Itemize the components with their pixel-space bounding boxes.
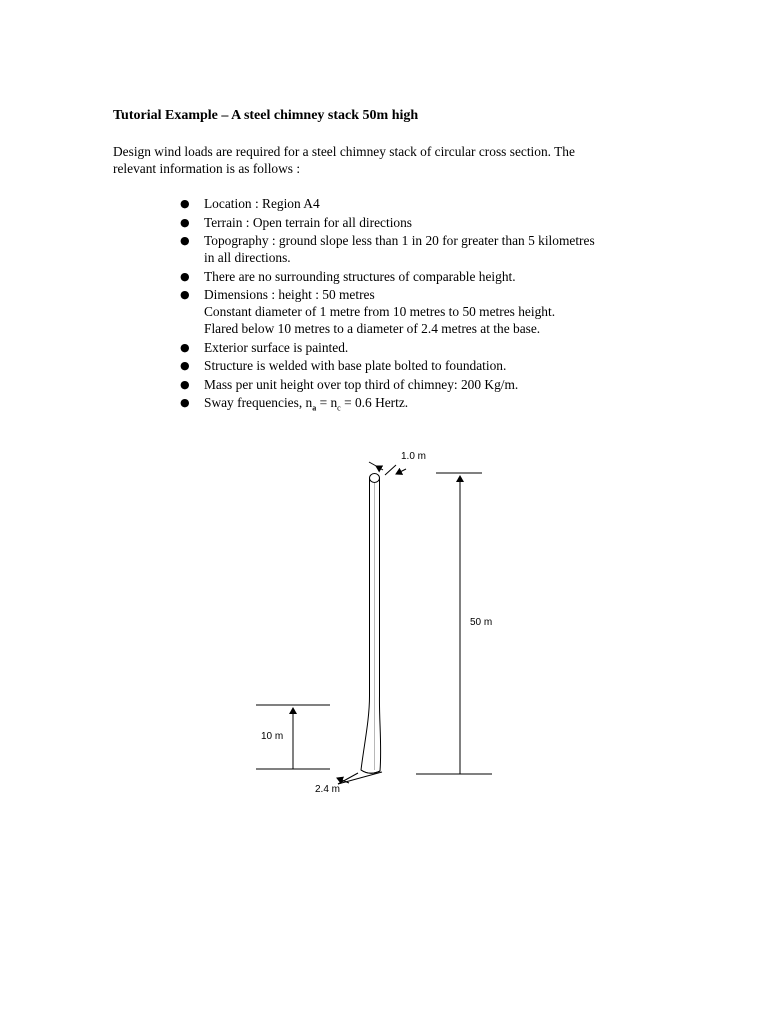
top-diameter-dimension xyxy=(369,462,406,475)
list-item-text: Location : Region A4 xyxy=(204,196,320,211)
list-item-text: Topography : ground slope less than 1 in 20 for greater than 5 kilometres xyxy=(204,233,595,248)
list-item xyxy=(176,376,595,393)
list-item xyxy=(176,268,595,285)
specification-list xyxy=(176,195,595,418)
bullet-icon: ● xyxy=(180,359,190,372)
list-item xyxy=(176,232,595,266)
list-item xyxy=(176,394,595,417)
sway-text: = 0.6 Hertz. xyxy=(340,395,409,410)
bullet-icon: ● xyxy=(180,288,190,301)
bullet-icon: ● xyxy=(180,234,190,247)
flare-height-label: 10 m xyxy=(261,731,284,742)
bullet-icon: ● xyxy=(180,215,190,229)
list-item xyxy=(176,357,595,374)
list-item-text: Terrain : Open terrain for all directions xyxy=(204,214,413,230)
list-item-text: Mass per unit height over top third of chimney: 200 Kg/m. xyxy=(204,376,519,392)
list-item xyxy=(176,195,595,212)
base-diameter-label: 2.4 m xyxy=(315,784,341,795)
sway-text: = n xyxy=(316,395,338,410)
intro-line: Design wind loads are required for a steel chimney stack of circular cross section. The xyxy=(113,144,575,159)
flare-height-dimension xyxy=(256,705,330,769)
list-item-text xyxy=(204,394,595,417)
bullet-icon: ● xyxy=(180,269,190,283)
height-label: 50 m xyxy=(470,617,493,628)
page-title: Tutorial Example – A steel chimney stack 50m high xyxy=(113,108,419,123)
chimney-top xyxy=(370,474,380,483)
bullet-icon: ● xyxy=(180,377,190,391)
list-item xyxy=(176,339,595,356)
list-item xyxy=(176,214,595,231)
list-item-text: Constant diameter of 1 metre from 10 metres to 50 metres height. xyxy=(204,304,556,319)
chimney-outline xyxy=(361,478,381,773)
bullet-icon: ● xyxy=(180,340,190,354)
bullet-icon: ● xyxy=(180,197,190,210)
subscript-a: a xyxy=(312,403,317,413)
list-item-text: There are no surrounding structures of comparable height. xyxy=(204,268,516,284)
height-dimension xyxy=(416,473,492,774)
intro-paragraph xyxy=(113,143,673,177)
list-item-text: Exterior surface is painted. xyxy=(204,339,349,355)
sway-text: Sway frequencies, n xyxy=(204,395,313,410)
list-item-text: Flared below 10 metres to a diameter of 2.4 metres at the base. xyxy=(204,321,541,336)
chimney-base xyxy=(361,770,380,773)
bullet-icon: ● xyxy=(180,396,190,409)
list-item-text: in all directions. xyxy=(204,250,291,265)
base-diameter-dimension xyxy=(337,772,382,784)
list-item-text: Dimensions : height : 50 metres xyxy=(204,287,375,302)
list-item xyxy=(176,286,595,337)
chimney-stack xyxy=(361,474,381,774)
subscript-c: c xyxy=(337,403,341,413)
top-diameter-label: 1.0 m xyxy=(401,451,427,462)
list-item-text: Structure is welded with base plate bolted to foundation. xyxy=(204,358,507,373)
intro-line: relevant information is as follows : xyxy=(113,161,301,176)
